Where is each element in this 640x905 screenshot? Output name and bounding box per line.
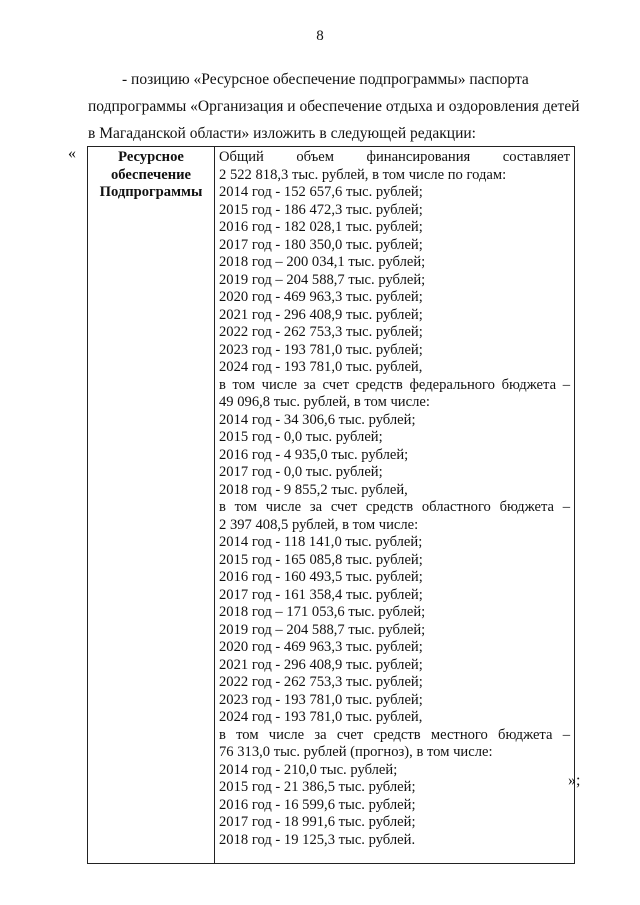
content-line: 2016 год - 182 028,1 тыс. рублей; bbox=[219, 219, 423, 235]
label-line: Подпрограммы bbox=[99, 184, 203, 200]
content-line: 2 397 408,5 рублей, в том числе: bbox=[219, 516, 419, 533]
label-line: обеспечение bbox=[110, 166, 192, 183]
content-line: 2017 год - 0,0 тыс. рублей; bbox=[219, 464, 383, 480]
content-line: 2023 год - 193 781,0 тыс. рублей; bbox=[219, 691, 423, 708]
content-line: 2017 год - 161 358,4 тыс. рублей; bbox=[219, 586, 423, 603]
content-line: 2018 год – 171 053,6 тыс. рублей; bbox=[219, 604, 426, 620]
content-line: 2021 год - 296 408,9 тыс. рублей; bbox=[219, 656, 423, 673]
content-line: Общий объем финансирования составляет bbox=[219, 149, 570, 165]
content-line: 2020 год - 469 963,3 тыс. рублей; bbox=[219, 289, 423, 305]
content-line: 49 096,8 тыс. рублей, в том числе: bbox=[219, 394, 430, 410]
content-line: 2017 год - 180 350,0 тыс. рублей; bbox=[219, 236, 423, 253]
content-line: 2014 год - 118 141,0 тыс. рублей; bbox=[219, 534, 423, 550]
content-line: 2019 год – 204 588,7 тыс. рублей; bbox=[219, 621, 426, 638]
content-line: 2015 год - 0,0 тыс. рублей; bbox=[219, 429, 383, 445]
content-line: 2018 год - 9 855,2 тыс. рублей, bbox=[219, 481, 408, 498]
content-line: 2022 год - 262 753,3 тыс. рублей; bbox=[219, 324, 423, 340]
content-line: 2018 год - 19 125,3 тыс. рублей. bbox=[219, 831, 416, 848]
label-line: Ресурсное bbox=[118, 149, 184, 165]
content-line: 76 313,0 тыс. рублей (прогноз), в том числе: bbox=[219, 744, 493, 760]
content-line: 2014 год - 34 306,6 тыс. рублей; bbox=[219, 411, 416, 428]
content-line: в том числе за счет средств областного бюджета – bbox=[219, 499, 570, 515]
content-line: 2018 год – 200 034,1 тыс. рублей; bbox=[219, 254, 426, 270]
content-line: в том числе за счет средств местного бюджета – bbox=[219, 726, 570, 743]
resource-label-cell bbox=[88, 147, 215, 864]
content-line: 2020 год - 469 963,3 тыс. рублей; bbox=[219, 639, 423, 655]
content-line: 2024 год - 193 781,0 тыс. рублей, bbox=[219, 709, 423, 725]
closing-quote: »; bbox=[568, 772, 581, 789]
content-line: 2021 год - 296 408,9 тыс. рублей; bbox=[219, 306, 423, 323]
intro-paragraph bbox=[88, 66, 588, 147]
opening-quote: « bbox=[68, 145, 76, 162]
content-line: 2023 год - 193 781,0 тыс. рублей; bbox=[219, 341, 423, 358]
content-line: 2016 год - 16 599,6 тыс. рублей; bbox=[219, 796, 416, 813]
intro-line-2: подпрограммы «Организация и обеспечение отдыха и оздоровления детей bbox=[88, 98, 580, 115]
content-line: 2015 год - 186 472,3 тыс. рублей; bbox=[219, 201, 423, 218]
resource-table-row bbox=[88, 147, 575, 864]
content-line: 2024 год - 193 781,0 тыс. рублей, bbox=[219, 359, 423, 375]
content-line: 2022 год - 262 753,3 тыс. рублей; bbox=[219, 674, 423, 690]
resource-content-cell bbox=[215, 147, 575, 864]
content-line: 2019 год – 204 588,7 тыс. рублей; bbox=[219, 271, 426, 288]
content-line: 2 522 818,3 тыс. рублей, в том числе по годам: bbox=[219, 166, 507, 183]
resource-table bbox=[87, 146, 575, 864]
content-line: 2016 год - 160 493,5 тыс. рублей; bbox=[219, 569, 423, 585]
content-line: 2015 год - 21 386,5 тыс. рублей; bbox=[219, 779, 416, 795]
intro-line-1: - позицию «Ресурсное обеспечение подпрограммы» паспорта bbox=[122, 71, 529, 88]
page-number: 8 bbox=[316, 28, 324, 44]
content-line: 2015 год - 165 085,8 тыс. рублей; bbox=[219, 551, 423, 568]
intro-line-3: в Магаданской области» изложить в следующей редакции: bbox=[88, 125, 476, 142]
content-line: 2014 год - 210,0 тыс. рублей; bbox=[219, 761, 398, 778]
content-line: в том числе за счет средств федерального бюджета – bbox=[219, 376, 570, 393]
content-line: 2017 год - 18 991,6 тыс. рублей; bbox=[219, 814, 416, 830]
content-line: 2014 год - 152 657,6 тыс. рублей; bbox=[219, 184, 423, 200]
content-line: 2016 год - 4 935,0 тыс. рублей; bbox=[219, 446, 409, 463]
